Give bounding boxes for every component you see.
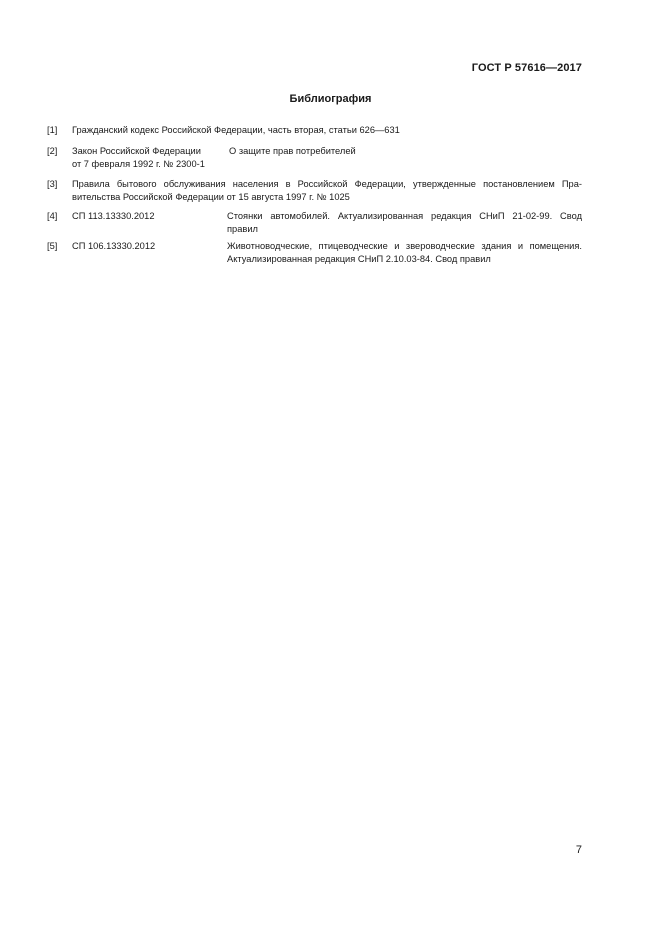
entry-text-line-1: Животноводческие, птицеводческие и звероводческие здания и помещения. [227,241,582,251]
entry-number: [5] [47,241,58,251]
bibliography-entry-5 [47,240,582,267]
entry-text-line-1: Правила бытового обслуживания населения в Российской Федерации, утвержденные постановлением Пра- [72,179,582,189]
entry-code: СП 113.13330.2012 [72,211,155,221]
entry-text: Гражданский кодекс Российской Федерации, часть вторая, статьи 626—631 [72,125,400,135]
entry-source-line-2: от 7 февраля 1992 г. № 2300-1 [72,159,205,169]
bibliography-entry-3 [47,178,582,205]
entry-text-line-1: Стоянки автомобилей. Актуализированная редакция СНиП 21-02-99. Свод [227,211,582,221]
bibliography-entry-2 [47,145,582,172]
bibliography-entry-4 [47,210,582,237]
entry-number: [2] [47,146,58,156]
entry-text-line-2: Актуализированная редакция СНиП 2.10.03-84. Свод правил [227,254,491,264]
entry-text-line-2: правил [227,224,258,234]
bibliography-entry-1 [47,124,582,138]
document-code: ГОСТ Р 57616—2017 [471,62,582,74]
entry-code: СП 106.13330.2012 [72,241,156,251]
entry-title: О защите прав потребителей [229,146,356,156]
bibliography-title: Библиография [289,93,372,105]
entry-source-line-1: Закон Российской Федерации [72,146,201,156]
entry-number: [3] [47,179,58,189]
entry-text-line-2: вительства Российской Федерации от 15 августа 1997 г. № 1025 [72,192,350,202]
entry-number: [1] [47,125,58,135]
entry-number: [4] [47,211,58,221]
page-number: 7 [575,844,582,856]
